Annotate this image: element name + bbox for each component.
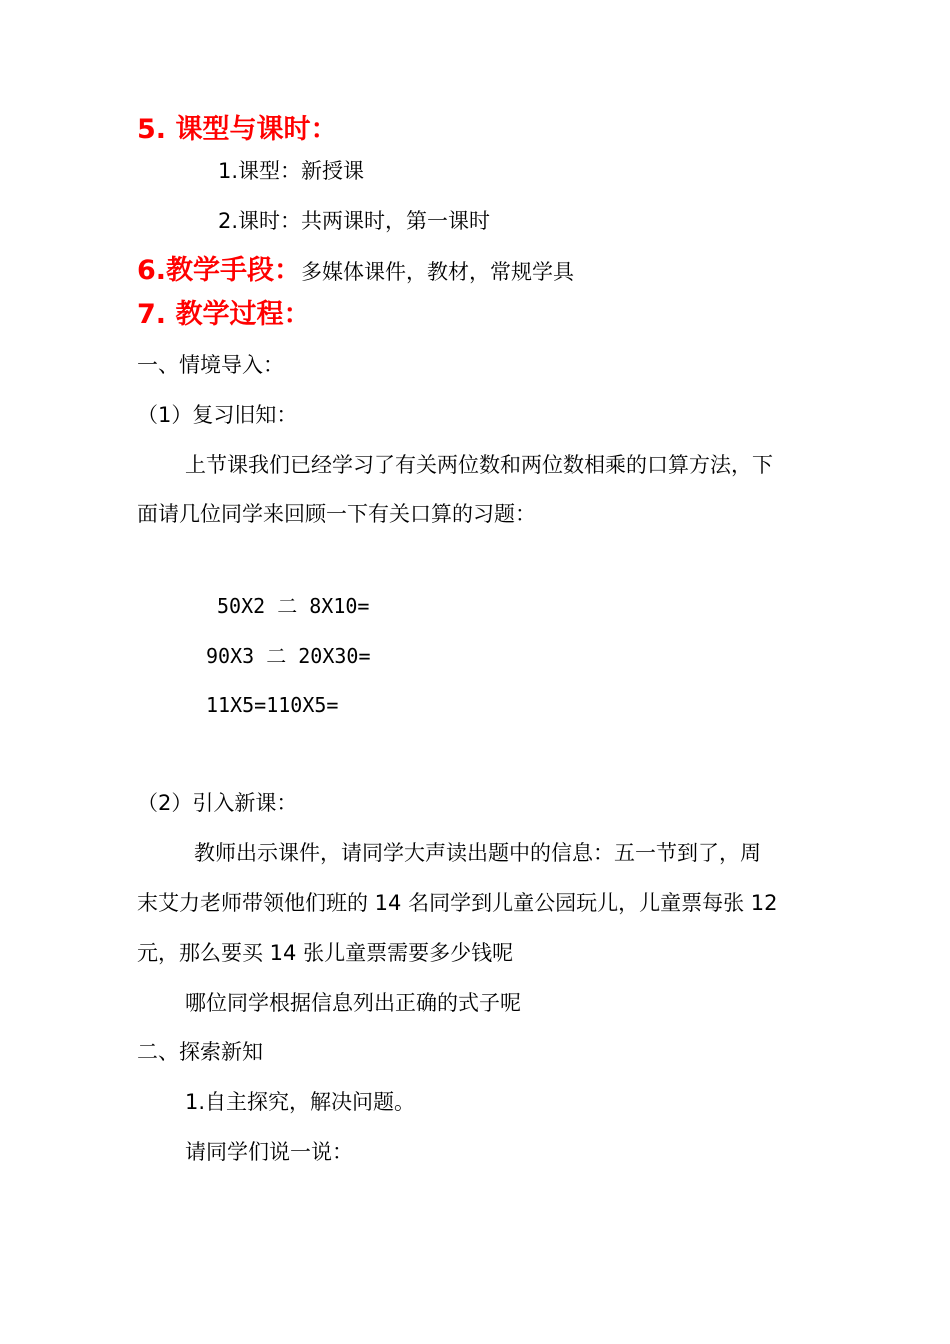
- section6-content: 多媒体课件，教材，常规学具: [301, 260, 575, 284]
- section5-heading: 5. 课型与课时：: [137, 114, 338, 145]
- part1-sub2-question: 哪位同学根据信息列出正确的式子呢: [185, 991, 521, 1015]
- part1-sub2-paragraph-line1: 教师出示课件，请同学大声读出题中的信息：五一节到了，周: [194, 841, 761, 865]
- part1-sub2-paragraph-line2: 末艾力老师带领他们班的 14 名同学到儿童公园玩儿，儿童票每张 12: [137, 891, 778, 915]
- part2-prompt: 请同学们说一说：: [185, 1140, 353, 1164]
- part1-sub1-paragraph-line1: 上节课我们已经学习了有关两位数和两位数相乘的口算方法，下: [185, 453, 773, 477]
- part1-title: 一、情境导入：: [137, 353, 284, 377]
- section6-heading: 6.教学手段：: [137, 255, 302, 286]
- part1-sub2-paragraph-line3: 元，那么要买 14 张儿童票需要多少钱呢: [137, 941, 514, 965]
- part1-sub2-title: （2）引入新课：: [137, 791, 298, 815]
- part2-item1: 1.自主探究，解决问题。: [185, 1090, 416, 1114]
- section5-item-lesson-type: 1.课型：新授课: [218, 159, 365, 183]
- exercise-line-1: 50X2 二 8X10=: [217, 594, 370, 618]
- section7-heading: 7. 教学过程：: [137, 299, 311, 330]
- section6-row: [137, 257, 574, 284]
- part1-sub1-paragraph-line2: 面请几位同学来回顾一下有关口算的习题：: [137, 502, 536, 526]
- section5-item-lesson-hours: 2.课时：共两课时，第一课时: [218, 209, 491, 233]
- part2-title: 二、探索新知: [137, 1040, 263, 1064]
- exercise-line-2: 90X3 二 20X30=: [206, 644, 371, 668]
- part1-sub1-title: （1）复习旧知：: [137, 403, 298, 427]
- exercise-line-3: 11X5=110X5=: [206, 693, 339, 717]
